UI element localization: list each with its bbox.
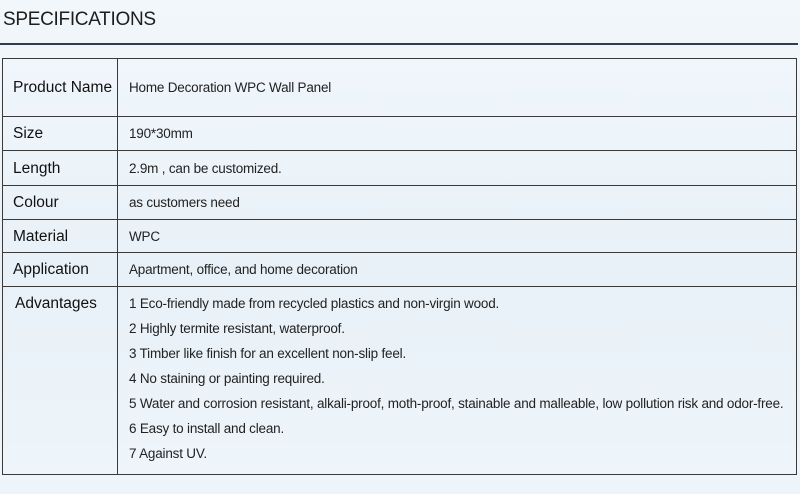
spec-value: Apartment, office, and home decoration	[118, 253, 797, 287]
spec-value: 2.9m , can be customized.	[118, 151, 797, 186]
spec-label: Application	[3, 253, 118, 287]
spec-value: Home Decoration WPC Wall Panel	[118, 59, 797, 117]
spec-row-colour	[3, 186, 797, 220]
title-divider	[0, 43, 798, 45]
spec-label: Advantages	[3, 287, 118, 475]
spec-label: Product Name	[3, 59, 118, 117]
advantage-item: 7 Against UV.	[129, 446, 207, 461]
spec-row-length	[3, 151, 797, 186]
advantage-item: 5 Water and corrosion resistant, alkali-proof, moth-proof, stainable and malleable, low pollution risk and odor-free.	[129, 396, 784, 411]
advantage-item: 4 No staining or painting required.	[129, 371, 325, 386]
spec-value: WPC	[118, 220, 797, 253]
spec-value	[118, 287, 797, 475]
spec-row-size	[3, 117, 797, 151]
spec-row-material	[3, 220, 797, 253]
advantage-item: 2 Highly termite resistant, waterproof.	[129, 321, 345, 336]
advantage-item: 3 Timber like finish for an excellent non-slip feel.	[129, 346, 406, 361]
spec-row-advantages	[3, 287, 797, 475]
spec-row-product-name	[3, 59, 797, 117]
spec-label: Length	[3, 151, 118, 186]
spec-label: Colour	[3, 186, 118, 220]
advantages-list	[129, 291, 796, 466]
spec-label: Size	[3, 117, 118, 151]
spec-value: as customers need	[118, 186, 797, 220]
spec-row-application	[3, 253, 797, 287]
specifications-table	[2, 58, 797, 475]
advantage-item: 1 Eco-friendly made from recycled plastics and non-virgin wood.	[129, 296, 500, 311]
section-title: SPECIFICATIONS	[3, 9, 156, 30]
spec-value: 190*30mm	[118, 117, 797, 151]
spec-label: Material	[3, 220, 118, 253]
advantage-item: 6 Easy to install and clean.	[129, 421, 284, 436]
